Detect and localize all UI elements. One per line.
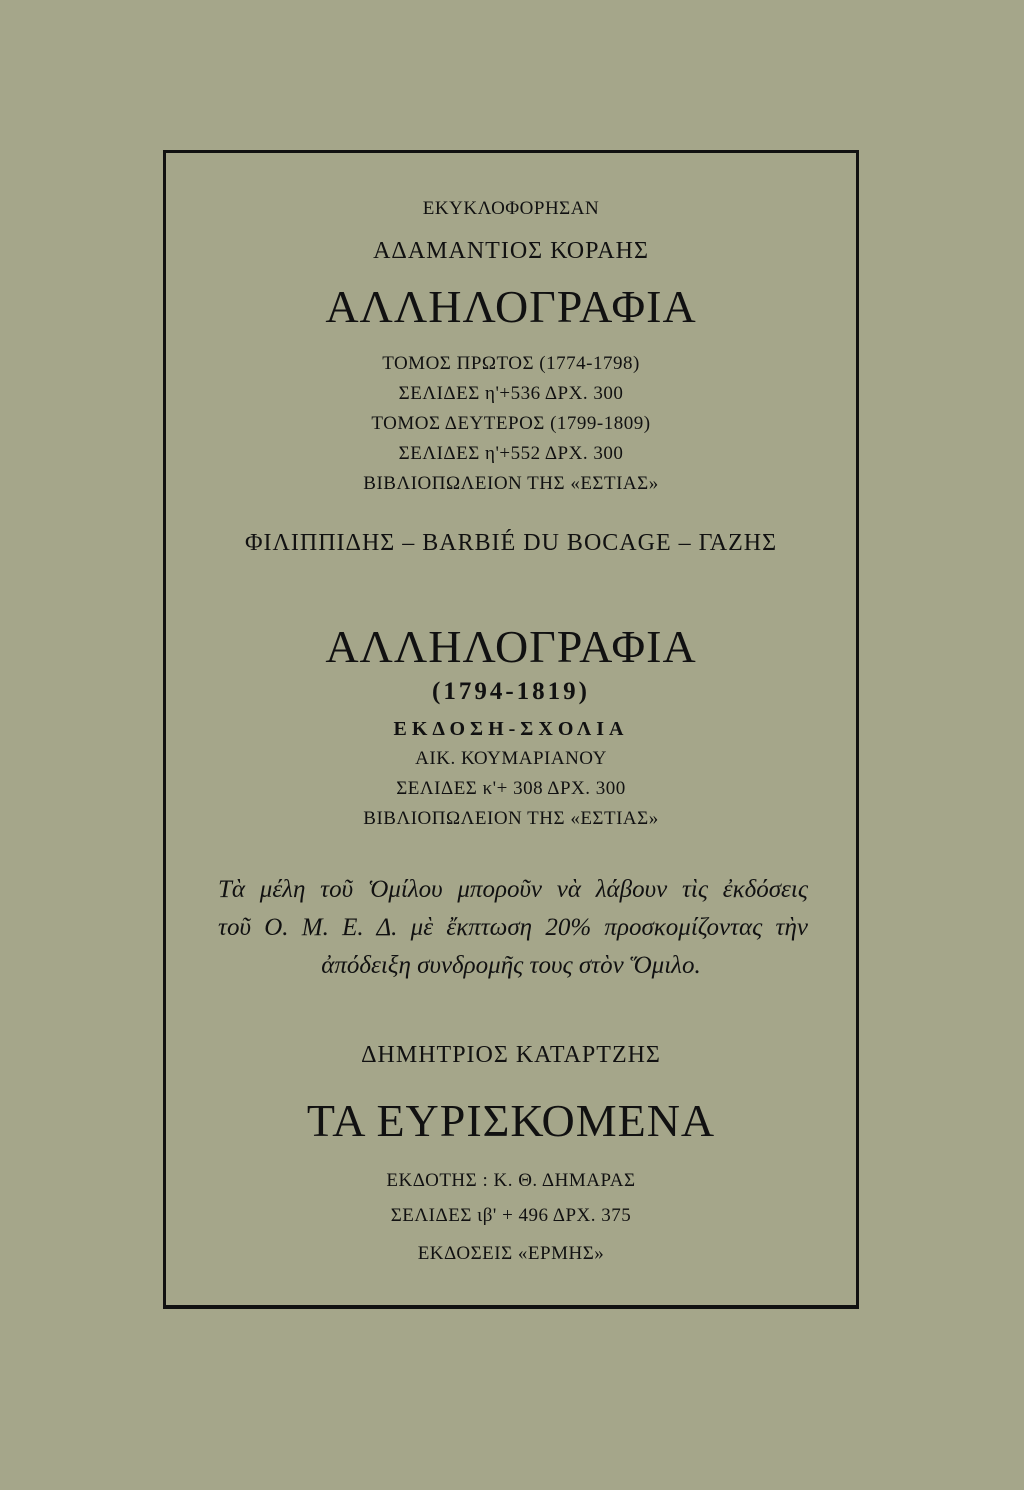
editor-koumarianou: ΑΙΚ. ΚΟΥΜΑΡΙΑΝΟΥ (415, 748, 607, 769)
years-range: (1794-1819) (432, 678, 590, 705)
title-allilografia-2: ΑΛΛΗΛΟΓΡΑΦΙΑ (325, 621, 697, 672)
member-note-line-3: ἀπόδειξη συνδρομῆς τους στὸν Ὅμιλο. (321, 952, 701, 979)
edition-notes: ΕΚΔΟΣΗ-ΣΧΟΛΙΑ (393, 718, 629, 740)
frame-top-border (163, 150, 859, 153)
pages-price-3: ΣΕΛΙΔΕΣ κ'+ 308 ΔΡΧ. 300 (396, 778, 626, 799)
pages-price-1: ΣΕΛΙΔΕΣ η'+536 ΔΡΧ. 300 (398, 383, 624, 404)
heading-kykloforisan: ΕΚΥΚΛΟΦΟΡΗΣΑΝ (422, 198, 600, 219)
pages-price-4: ΣΕΛΙΔΕΣ ιβ' + 496 ΔΡΧ. 375 (390, 1205, 632, 1226)
publisher-estia-2: ΒΙΒΛΙΟΠΩΛΕΙΟΝ ΤΗΣ «ΕΣΤΙΑΣ» (363, 808, 659, 829)
title-allilografia-1: ΑΛΛΗΛΟΓΡΑΦΙΑ (325, 281, 697, 332)
authors-line: ΦΙΛΙΠΠΙΔΗΣ – BARBIÉ DU BOCAGE – ΓΑΖΗΣ (244, 530, 778, 556)
member-note-line-1: Τὰ μέλη τοῦ Ὁμίλου μποροῦν νὰ λάβουν τὶς ἐκδόσεις (218, 876, 808, 903)
author-katartzis: ΔΗΜΗΤΡΙΟΣ ΚΑΤΑΡΤΖΗΣ (361, 1042, 661, 1068)
publisher-ermis: ΕΚΔΟΣΕΙΣ «ΕΡΜΗΣ» (417, 1243, 605, 1264)
editor-dimaras: ΕΚΔΟΤΗΣ : Κ. Θ. ΔΗΜΑΡΑΣ (386, 1170, 636, 1191)
publisher-estia-1: ΒΙΒΛΙΟΠΩΛΕΙΟΝ ΤΗΣ «ΕΣΤΙΑΣ» (363, 473, 659, 494)
volume-2: ΤΟΜΟΣ ΔΕΥΤΕΡΟΣ (1799-1809) (371, 413, 651, 434)
member-note-line-2: τοῦ Ο. Μ. Ε. Δ. μὲ ἔκπτωση 20% προσκομίζοντας τὴν (218, 914, 808, 941)
volume-1: ΤΟΜΟΣ ΠΡΩΤΟΣ (1774-1798) (382, 353, 640, 374)
title-ta-evriskomena: ΤΑ ΕΥΡΙΣΚΟΜΕΝΑ (306, 1095, 716, 1146)
frame-right-border (856, 150, 859, 1309)
pages-price-2: ΣΕΛΙΔΕΣ η'+552 ΔΡΧ. 300 (398, 443, 624, 464)
frame-bottom-border (163, 1305, 859, 1309)
author-korais: ΑΔΑΜΑΝΤΙΟΣ ΚΟΡΑΗΣ (373, 238, 649, 264)
